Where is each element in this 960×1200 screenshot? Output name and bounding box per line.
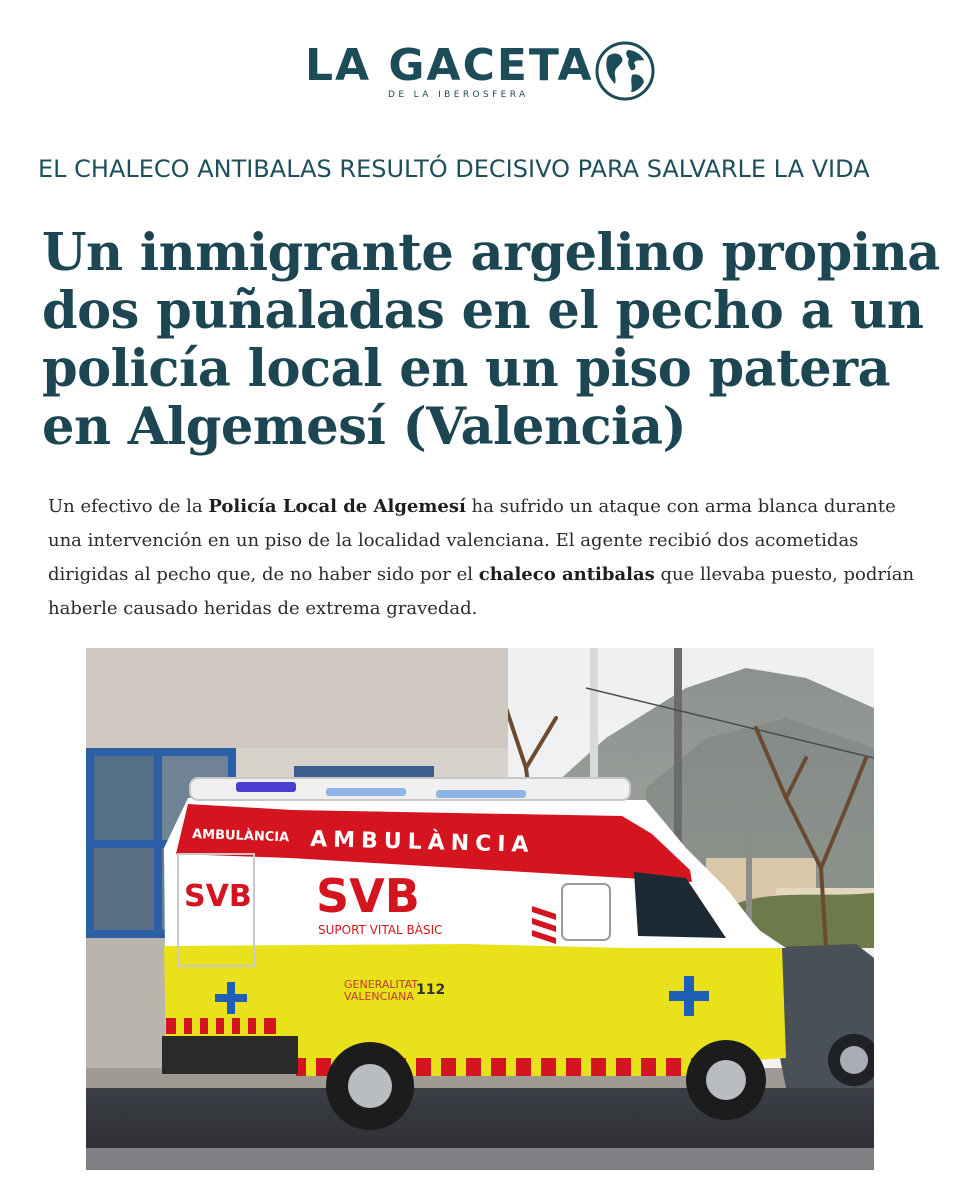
article-lead xyxy=(48,490,928,626)
lead-bold-text: chaleco antibalas xyxy=(478,564,655,585)
lead-text: Un efectivo de la xyxy=(48,496,209,517)
ambulance-rear-unit-code: SVB xyxy=(184,879,252,914)
ambulance-banner-text: AMBULÀNCIA xyxy=(309,827,535,858)
ambulance-agency-line1: GENERALITAT xyxy=(344,978,419,991)
ambulance-emergency-number: 112 xyxy=(416,982,446,998)
masthead xyxy=(0,36,960,106)
ambulance-unit-code: SVB xyxy=(316,869,420,923)
lead-text: ha sufrido un ataque con arma blanca durante una intervención en un piso de la localidad valenciana. El agente recibió dos acometidas dirigidas al pecho que, de no haber sido por el xyxy=(48,496,896,585)
site-logo-wordmark[interactable]: LA GACETA xyxy=(305,40,594,91)
globe-icon xyxy=(594,40,656,102)
site-logo-tagline: DE LA IBEROSFERA xyxy=(388,90,529,100)
ambulance-rear-banner-text: AMBULÀNCIA xyxy=(191,827,290,846)
lead-bold-text: Policía Local de Algemesí xyxy=(208,496,466,517)
ambulance-agency-line2: VALENCIANA xyxy=(344,990,414,1003)
article-kicker: EL CHALECO ANTIBALAS RESULTÓ DECISIVO PARA SALVARLE LA VIDA xyxy=(38,155,870,183)
article-photo[interactable] xyxy=(86,648,874,1170)
article-headline[interactable]: Un inmigrante argelino propina dos puñaladas en el pecho a un policía local en un piso patera en Algemesí (Valencia) xyxy=(42,223,940,457)
lead-text: que llevaba puesto, podrían haberle causado heridas de extrema gravedad. xyxy=(48,564,915,619)
ambulance-unit-subtitle: SUPORT VITAL BÀSIC xyxy=(318,923,443,937)
